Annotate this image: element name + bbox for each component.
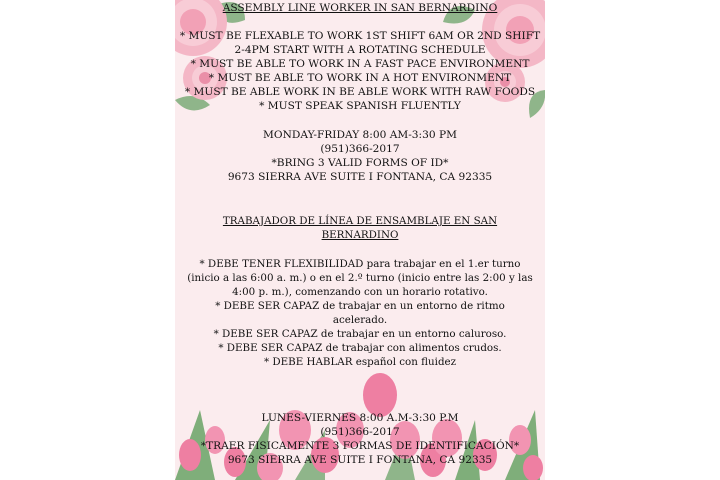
english-requirement: * MUST BE FLEXABLE TO WORK 1ST SHIFT 6AM OR 2ND SHIFT [179,30,541,42]
english-id-note: *BRING 3 VALID FORMS OF ID* [271,157,449,169]
english-requirement: * MUST BE ABLE TO WORK IN A FAST PACE ENVIRONMENT [190,58,530,70]
spanish-requirement: acelerado. [332,314,388,326]
job-flyer [175,0,545,480]
spanish-title: BERNARDINO [321,229,399,241]
spanish-hours: LUNES-VIERNES 8:00 A.M-3:30 P.M [261,412,459,424]
spanish-phone: (951)366-2017 [320,426,400,438]
english-address: 9673 SIERRA AVE SUITE I FONTANA, CA 92335 [227,171,493,183]
english-requirement: * MUST BE ABLE WORK IN BE ABLE WORK WITH RAW FOODS [184,86,536,98]
spanish-requirement: * DEBE SER CAPAZ de trabajar en un entorno caluroso. [213,328,507,340]
english-title: ASSEMBLY LINE WORKER IN SAN BERNARDINO [222,2,498,14]
spanish-requirement: (inicio a las 6:00 a. m.) o en el 2.º turno (inicio entre las 2:00 y las [187,272,533,284]
english-hours: MONDAY-FRIDAY 8:00 AM-3:30 PM [263,129,457,141]
spanish-requirement: * DEBE SER CAPAZ de trabajar en un entorno de ritmo [215,300,505,312]
spanish-title: TRABAJADOR DE LÍNEA DE ENSAMBLAJE EN SAN [222,215,498,227]
english-requirement: * MUST SPEAK SPANISH FLUENTLY [259,100,461,112]
english-requirement: 2-4PM START WITH A ROTATING SCHEDULE [234,44,486,56]
spanish-address: 9673 SIERRA AVE SUITE I FONTANA, CA 92335 [227,454,493,466]
flyer-text [175,0,545,480]
spanish-requirement: * DEBE HABLAR español con fluidez [263,356,457,368]
spanish-requirement: 4:00 p. m.), comenzando con un horario rotativo. [232,286,488,298]
spanish-requirement: * DEBE TENER FLEXIBILIDAD para trabajar en el 1.er turno [199,258,521,270]
spanish-requirement: * DEBE SER CAPAZ de trabajar con alimentos crudos. [218,342,502,354]
english-phone: (951)366-2017 [320,143,400,155]
spanish-id-note: *TRAER FISICAMENTE 3 FORMAS DE IDENTIFICACIÓN* [200,440,520,452]
english-requirement: * MUST BE ABLE TO WORK IN A HOT ENVIRONMENT [208,72,512,84]
